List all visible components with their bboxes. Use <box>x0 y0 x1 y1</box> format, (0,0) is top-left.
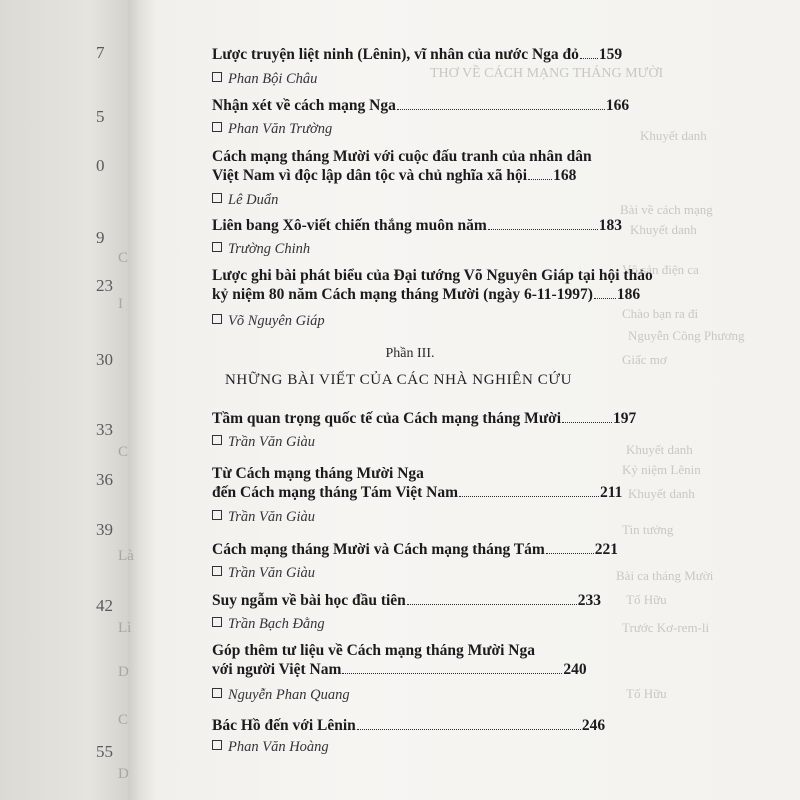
show-through-text: Giấc mơ <box>622 352 667 367</box>
square-bullet-icon <box>212 688 222 698</box>
toc-entry-author: Nguyễn Phan Quang <box>212 687 350 704</box>
toc-page-number: 233 <box>577 592 602 609</box>
facing-page-fragment: C <box>118 444 129 460</box>
toc-page-number: 159 <box>598 46 623 63</box>
toc-entry-author: Lê Duẩn <box>212 192 278 209</box>
facing-page-number: 5 <box>96 107 105 126</box>
toc-entry-author: Trần Văn Giàu <box>212 434 315 451</box>
facing-page-number: 0 <box>96 156 105 175</box>
toc-entry-title[interactable]: Tầm quan trọng quốc tế của Cách mạng tháng Mười 197 <box>212 410 637 427</box>
square-bullet-icon <box>212 122 222 132</box>
toc-page-number: 240 <box>563 661 587 678</box>
toc-page-number: 246 <box>581 717 606 734</box>
toc-entry-title[interactable]: Nhận xét về cách mạng Nga 166 <box>212 97 630 114</box>
toc-page-number: 166 <box>605 97 630 114</box>
show-through-text: Kỷ niệm Lênin <box>622 462 701 477</box>
facing-page-fragment: Là <box>118 548 134 564</box>
facing-page-fragment: C <box>118 712 129 728</box>
facing-page-fragment: C <box>118 250 129 266</box>
square-bullet-icon <box>212 617 222 627</box>
facing-page-fragment: D <box>118 664 129 680</box>
previous-page-strip <box>0 0 128 800</box>
show-through-text: Khuyết danh <box>640 128 707 143</box>
toc-page-number: 186 <box>616 286 641 303</box>
toc-entry-title[interactable]: Bác Hồ đến với Lênin 246 <box>212 717 606 734</box>
facing-page-number: 7 <box>96 43 105 62</box>
toc-entry-author: Võ Nguyên Giáp <box>212 313 325 330</box>
show-through-text: Bài ca tháng Mười <box>616 568 714 583</box>
show-through-text: THƠ VỀ CÁCH MẠNG THÁNG MƯỜI <box>430 66 664 81</box>
square-bullet-icon <box>212 566 222 576</box>
book-page <box>158 0 800 800</box>
facing-page-number: 30 <box>96 350 113 369</box>
facing-page-number: 33 <box>96 420 113 439</box>
section-heading: NHỮNG BÀI VIẾT CỦA CÁC NHÀ NGHIÊN CỨU <box>225 372 573 388</box>
facing-page-number: 42 <box>96 596 113 615</box>
show-through-text: Khuyết danh <box>630 222 697 237</box>
facing-page-number: 23 <box>96 276 113 295</box>
toc-entry-title[interactable]: Lược ghi bài phát biểu của Đại tướng Võ Nguyên Giáp tại hội thảo kỷ niệm 80 năm Cách mạng tháng Mười (ngày 6-11-1997) 186 <box>212 267 653 303</box>
toc-page-number: 221 <box>594 541 619 558</box>
facing-page-number: 9 <box>96 228 105 247</box>
facing-page-number: 55 <box>96 742 113 761</box>
facing-page-number: 36 <box>96 470 113 489</box>
toc-entry-title[interactable]: Lược truyện liệt ninh (Lênin), vĩ nhân của nước Nga đỏ 159 <box>212 46 623 63</box>
toc-entry-title[interactable]: Suy ngẫm về bài học đầu tiên 233 <box>212 592 602 609</box>
facing-page-number: 39 <box>96 520 113 539</box>
square-bullet-icon <box>212 314 222 324</box>
toc-entry-author: Phan Văn Hoàng <box>212 739 329 756</box>
toc-page-number: 168 <box>553 167 577 184</box>
toc-entry-author: Trần Bạch Đằng <box>212 616 325 633</box>
facing-page-fragment: D <box>118 766 129 782</box>
show-through-text: Khuyết danh <box>628 486 695 501</box>
facing-page-fragment: I <box>118 296 123 312</box>
show-through-text: Tin tưởng <box>622 522 674 537</box>
book-gutter <box>128 0 158 800</box>
toc-page-number: 211 <box>600 484 623 501</box>
toc-entry-author: Trường Chinh <box>212 241 310 258</box>
facing-page-fragment: Lì <box>118 620 132 636</box>
square-bullet-icon <box>212 510 222 520</box>
show-through-text: Trước Kơ-rem-li <box>622 620 710 635</box>
show-through-text: Chào bạn ra đi <box>622 306 699 321</box>
square-bullet-icon <box>212 435 222 445</box>
toc-entry-title[interactable]: Cách mạng tháng Mười với cuộc đấu tranh của nhân dân Việt Nam vì độc lập dân tộc và chủ nghĩa xã hội 168 <box>212 148 592 184</box>
toc-entry-author: Phan Văn Trường <box>212 121 332 138</box>
toc-page-number: 197 <box>613 410 637 427</box>
show-through-text: Vô sản điện ca <box>622 262 699 277</box>
toc-entry-title[interactable]: Từ Cách mạng tháng Mười Nga đến Cách mạng tháng Tám Việt Nam 211 <box>212 465 623 501</box>
toc-entry-author: Phan Bội Châu <box>212 71 317 88</box>
toc-entry-title[interactable]: Cách mạng tháng Mười và Cách mạng tháng Tám 221 <box>212 541 619 558</box>
square-bullet-icon <box>212 72 222 82</box>
toc-page-number: 183 <box>598 217 622 234</box>
show-through-text: Nguyễn Công Phương <box>628 328 745 343</box>
show-through-text: Tố Hữu <box>626 686 667 701</box>
square-bullet-icon <box>212 193 222 203</box>
toc-entry-author: Trần Văn Giàu <box>212 565 315 582</box>
toc-entry-author: Trần Văn Giàu <box>212 509 315 526</box>
toc-entry-title[interactable]: Liên bang Xô-viết chiến thắng muôn năm 183 <box>212 217 622 234</box>
toc-entry-title[interactable]: Góp thêm tư liệu về Cách mạng tháng Mười Nga với người Việt Nam 240 <box>212 642 587 678</box>
show-through-text: Tố Hữu <box>626 592 667 607</box>
show-through-text: Bài về cách mạng <box>620 202 713 217</box>
square-bullet-icon <box>212 740 222 750</box>
part-label: Phần III. <box>385 346 435 361</box>
show-through-text: Khuyết danh <box>626 442 693 457</box>
square-bullet-icon <box>212 242 222 252</box>
